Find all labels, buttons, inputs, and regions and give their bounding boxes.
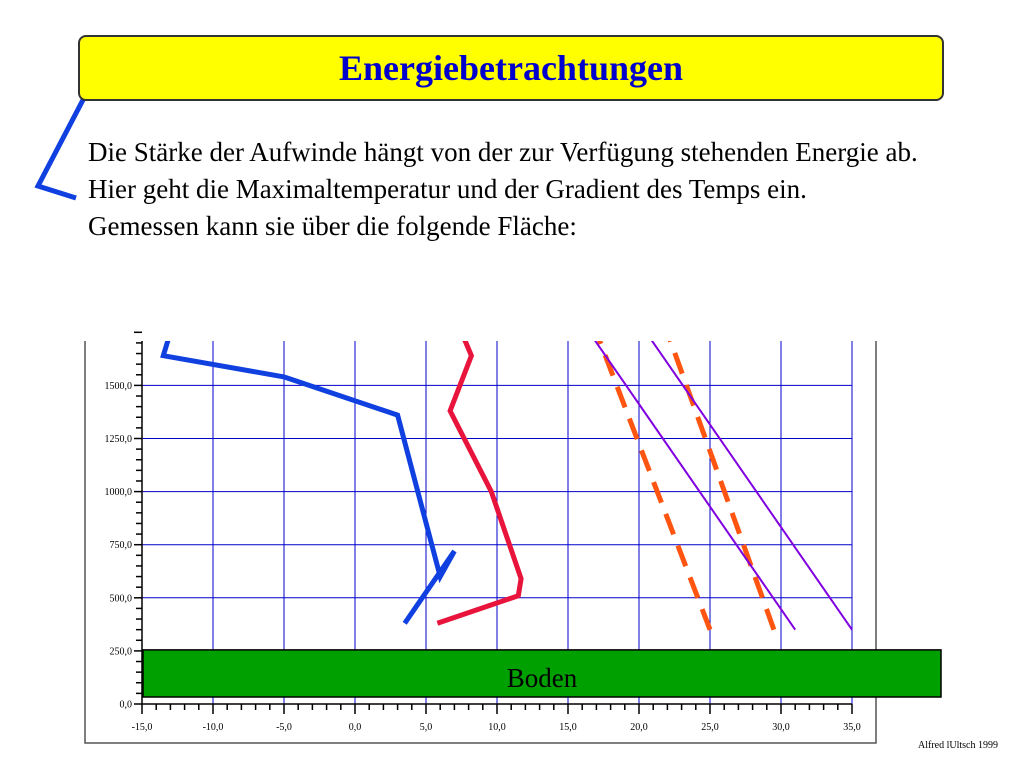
y-tick-label: 1000,0 [104,487,132,499]
x-tick-label: 30,0 [772,722,790,733]
body-line-3: Gemessen kann sie über die folgende Fläche: [88,211,577,241]
series-line-1 [163,332,454,623]
y-tick-label: 500,0 [109,593,132,605]
x-tick-label: -10,0 [202,722,224,733]
series-line-6 [646,332,852,629]
body-line-2: Hier geht die Maximaltemperatur und der Gradient des Temps ein. [88,174,807,204]
body-line-1: Die Stärke der Aufwinde hängt von der zur Verfügung stehenden Energie ab. [88,137,918,167]
x-tick-label: 5,0 [419,722,433,733]
x-tick-label: -5,0 [276,722,292,733]
series-line-4 [667,332,774,629]
y-tick-label: 250,0 [109,646,132,658]
x-tick-label: 25,0 [701,722,719,733]
y-tick-label: 750,0 [109,540,132,552]
author-credit: Alfred lUltsch 1999 [918,740,998,751]
x-tick-label: 35,0 [843,722,861,733]
x-tick-label: 20,0 [630,722,648,733]
series-line-2 [437,332,521,623]
y-tick-label: 1500,0 [104,380,132,392]
x-tick-label: 15,0 [559,722,577,733]
page-title: Energiebetrachtungen [339,48,683,88]
y-tick-label: 0,0 [119,699,132,711]
x-tick-label: 0,0 [348,722,362,733]
x-tick-label: 10,0 [488,722,506,733]
y-tick-label: 1250,0 [104,434,132,445]
x-tick-label: -15,0 [131,722,153,733]
ground-label: Boden [506,662,578,693]
